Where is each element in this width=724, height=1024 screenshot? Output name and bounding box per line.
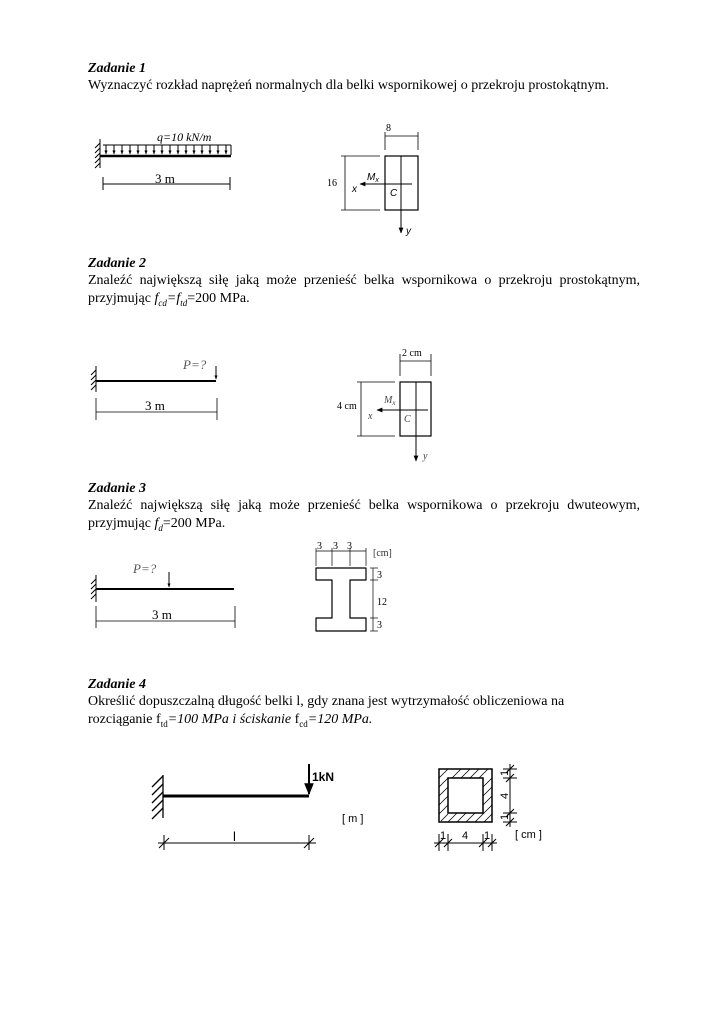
task-2-cross-section <box>337 348 431 462</box>
unit-m-label: [ m ] <box>342 813 364 825</box>
dim-right-1: 3 <box>377 570 382 581</box>
dim-top-3: 3 <box>347 541 352 552</box>
x-axis-label: x <box>368 411 373 422</box>
dim-right-1: 1 <box>499 769 511 776</box>
width-label: 8 <box>386 123 391 134</box>
dim-bottom-3: 1 <box>484 830 491 842</box>
x-axis-label: x <box>352 184 357 195</box>
length-label: l <box>233 829 236 844</box>
task-4-title: Zadanie 4 <box>88 677 146 692</box>
moment-label: $M_x$ <box>367 172 379 184</box>
task-4-beam-diagram <box>152 764 363 850</box>
dim-right-3: 1 <box>499 813 511 820</box>
task-4-hollow-section <box>434 764 542 851</box>
task-4-text: Określić dopuszczalną długość belki l, gdy znana jest wytrzymałość obliczeniowa na rozciąganie $f_{td}=100$ MPa i ściskanie $f_{cd}=120$ MPa. <box>88 694 565 729</box>
task-2-beam-diagram <box>91 357 217 420</box>
force-label: P=? <box>133 561 157 576</box>
fixed-support-hatch-icon <box>152 775 163 819</box>
centroid-label: C <box>404 414 411 425</box>
length-label: 3 m <box>152 607 172 622</box>
moment-label: $M_x$ <box>384 395 396 407</box>
length-label: 3 m <box>145 398 165 413</box>
length-label: 3 m <box>155 171 175 186</box>
dim-bottom-1: 1 <box>440 830 447 842</box>
width-label: 2 cm <box>402 348 422 359</box>
unit-cm-label: [ cm ] <box>515 829 542 841</box>
y-axis-label: y <box>406 226 411 237</box>
i-beam-outline <box>316 568 366 631</box>
dim-right-2: 12 <box>377 597 387 608</box>
task-1-beam-diagram <box>95 130 231 190</box>
dim-bottom-2: 4 <box>462 830 469 842</box>
task-3-beam-diagram <box>91 561 235 628</box>
distributed-load <box>103 145 231 155</box>
force-label: 1kN <box>312 770 335 784</box>
fixed-support-hatch-icon <box>91 575 96 602</box>
y-axis-label: y <box>423 451 428 462</box>
task-1-title: Zadanie 1 <box>88 61 146 76</box>
dim-right-3: 3 <box>377 620 382 631</box>
task-3-i-section <box>316 541 392 631</box>
height-label: 4 cm <box>337 401 357 412</box>
height-label: 16 <box>327 178 337 189</box>
task-2-text-line1: Znaleźć największą siłę jaką może przenieść belka wspornikowa o przekroju prostokątnym, <box>88 273 640 288</box>
unit-label: [cm] <box>373 548 392 559</box>
dim-top-1: 3 <box>317 541 322 552</box>
task-2-title: Zadanie 2 <box>88 256 146 271</box>
dim-right-2: 4 <box>499 792 511 799</box>
dim-top-2: 3 <box>333 541 338 552</box>
fixed-support-hatch-icon <box>95 139 100 168</box>
task-1-cross-section <box>327 123 418 237</box>
centroid-label: C <box>390 188 398 199</box>
task-3-text: Znaleźć największą siłę jaką może przenieść belka wspornikowa o przekroju dwuteowym, przyjmując $f_d=200$ MPa. <box>88 498 640 533</box>
task-3-title: Zadanie 3 <box>88 481 146 496</box>
fixed-support-hatch-icon <box>91 366 96 392</box>
load-label: q=10 kN/m <box>157 130 212 144</box>
task-1-text: Wyznaczyć rozkład naprężeń normalnych dla belki wspornikowej o przekroju prostokątnym. <box>88 78 609 93</box>
force-label: P=? <box>183 357 207 372</box>
length-dimension <box>158 835 316 850</box>
task-2-text: Znaleźć największą siłę jaką może przenieść belka wspornikowa o przekroju prostokątnym, przyjmując $f_{cd}=f_{td}=200$ MPa. <box>88 273 640 308</box>
